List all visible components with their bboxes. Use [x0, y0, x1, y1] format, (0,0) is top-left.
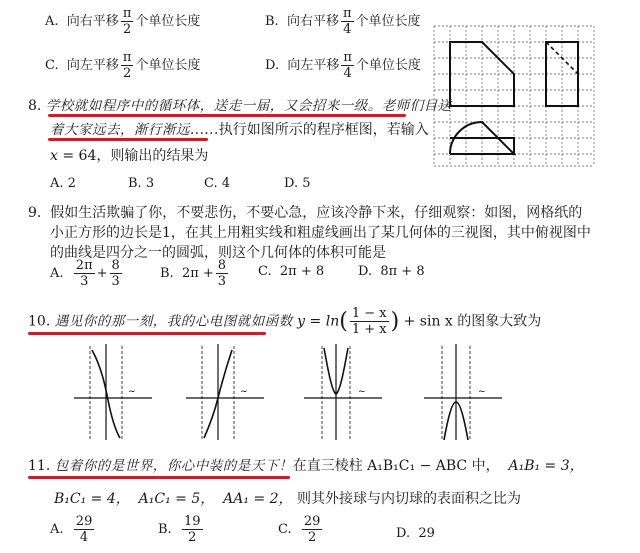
svg-text:~: ~: [358, 387, 366, 397]
svg-text:~: ~: [240, 387, 248, 397]
q10-graph-d: [418, 340, 508, 442]
q7-option-a: A. 向右平移 $\frac{\pi}{2}$ 个单位长度: [45, 6, 201, 37]
q9-option-d: D. 8π + 8: [358, 264, 425, 279]
q11-option-d: D. 29: [396, 526, 435, 541]
q11-option-a: A. $\frac{29}{4}$: [50, 514, 93, 545]
q9-option-a: A. $\frac{2\pi}{3}$ + $\frac{8}{3}$: [50, 258, 120, 289]
three-view-grid-figure: [430, 22, 598, 170]
q9-option-b: B. 2π + $\frac{8}{3}$: [160, 258, 227, 289]
q9-line3: 的曲线是四分之一的圆弧，则这个几何体的体积可能是: [50, 245, 386, 261]
q7-option-b: B. 向右平移 $\frac{\pi}{4}$ 个单位长度: [265, 6, 421, 37]
q11-line2: B₁C₁ = 4， A₁C₁ = 5， AA₁ = 2， 则其外接球与内切球的表面积之比为: [54, 491, 521, 507]
q10-graph-b: [180, 340, 270, 442]
q7-option-c: C. 向左平移 $\frac{\pi}{2}$ 个单位长度: [45, 50, 201, 81]
q10-graph-a: [68, 340, 158, 442]
q11-option-c: C. $\frac{29}{2}$: [278, 514, 321, 545]
q11-underline: [28, 476, 290, 479]
svg-text:~: ~: [478, 387, 486, 397]
q7-option-d: D. 向左平移 $\frac{\pi}{4}$ 个单位长度: [265, 50, 421, 81]
q8-option-a: A. 2: [50, 176, 76, 191]
q10-underline: [28, 332, 266, 335]
q8-line3: x = 64，则输出的结果为: [50, 148, 209, 164]
q8-underline-2: [48, 138, 208, 141]
q9-line1: 9. 假如生活欺骗了你，不要悲伤，不要心急，应该冷静下来，仔细观察：如图，网格纸的: [28, 205, 583, 221]
q10-line: 10. 遇见你的那一刻，我的心电图就如函数 y = ln( $\frac{1 - x}{1 + x}$ ) + sin x 的图象大致为: [28, 306, 542, 337]
q9-option-c: C. 2π + 8: [258, 264, 325, 279]
q8-line1: 8. 学校就如程序中的循环体，送走一届，又会招来一级。老师们目送: [28, 98, 452, 114]
q8-line2: 着大家远去，渐行渐远......执行如图所示的程序框图，若输入: [50, 122, 429, 138]
q10-graph-c: [298, 340, 388, 442]
q8-option-d: D. 5: [284, 176, 311, 191]
q11-option-b: B. $\frac{19}{2}$: [158, 514, 201, 545]
q9-line2: 小正方形的边长是1，在其上用粗实线和粗虚线画出了某几何体的三视图，其中俯视图中: [50, 225, 591, 241]
q8-option-c: C. 4: [204, 176, 231, 191]
svg-text:~: ~: [128, 387, 136, 397]
q8-option-b: B. 3: [128, 176, 155, 191]
q8-underline-1: [48, 114, 406, 117]
q11-line1: 11. 包着你的是世界，你心中装的是天下！在直三棱柱 A₁B₁C₁ − ABC 中， A₁B₁ = 3，: [28, 458, 584, 474]
